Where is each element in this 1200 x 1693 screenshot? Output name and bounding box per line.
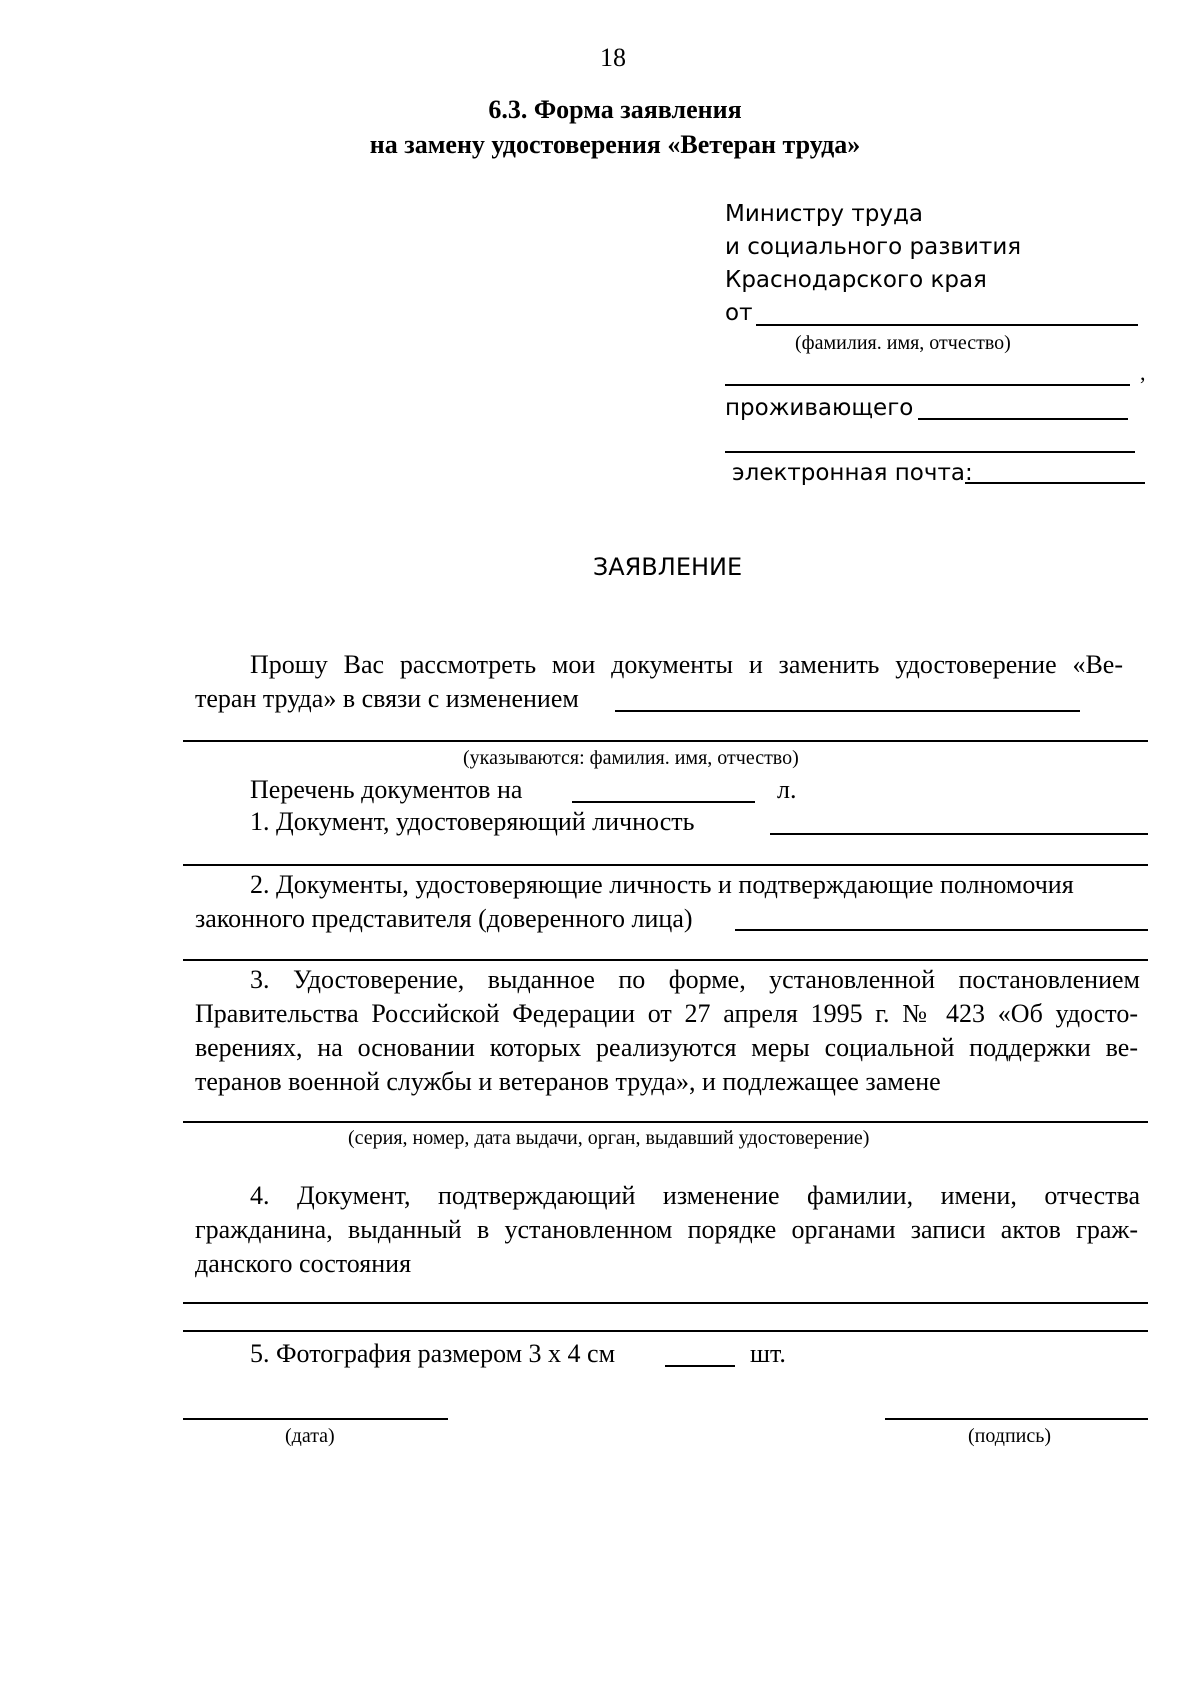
document-item-3-line4: теранов военной службы и ветеранов труда», и подлежащее замене bbox=[195, 1067, 941, 1096]
address-comma: , bbox=[1140, 360, 1146, 385]
request-line1: Прошу Вас рассмотреть мои документы и заменить удостоверение «Ве- bbox=[250, 650, 1123, 679]
addressee-line2: и социального развития bbox=[725, 234, 1022, 260]
document-item-1: 1. Документ, удостоверяющий личность bbox=[250, 807, 695, 836]
photo-count-field[interactable] bbox=[665, 1365, 735, 1367]
document-item-2-line2: законного представителя (доверенного лица) bbox=[195, 904, 693, 933]
photo-unit: шт. bbox=[750, 1339, 786, 1368]
sheets-count-field[interactable] bbox=[572, 801, 755, 803]
statement-heading: ЗАЯВЛЕНИЕ bbox=[592, 553, 743, 581]
from-label: от bbox=[725, 300, 753, 326]
from-name-field[interactable] bbox=[756, 324, 1138, 326]
documents-list-label: Перечень документов на bbox=[250, 775, 523, 804]
address-field-1[interactable] bbox=[725, 384, 1130, 386]
document-item-3-hint: (серия, номер, дата выдачи, орган, выдавший удостоверение) bbox=[348, 1127, 870, 1149]
form-title-line2: на замену удостоверения «Ветеран труда» bbox=[369, 130, 861, 159]
page-number: 18 bbox=[600, 43, 626, 72]
sheets-abbr: л. bbox=[777, 775, 797, 804]
date-hint: (дата) bbox=[285, 1425, 335, 1447]
request-line2: теран труда» в связи с изменением bbox=[195, 684, 579, 713]
email-field[interactable] bbox=[965, 482, 1145, 484]
addressee-line1: Министру труда bbox=[725, 201, 923, 227]
document-item-4-line2: гражданина, выданный в установленном порядке органами записи актов граж- bbox=[195, 1215, 1138, 1244]
signature-field[interactable] bbox=[885, 1418, 1148, 1420]
residing-field[interactable] bbox=[918, 418, 1128, 420]
document-item-1-field-2[interactable] bbox=[183, 864, 1148, 866]
document-item-4-line3: данского состояния bbox=[195, 1249, 412, 1278]
addressee-line3: Краснодарского края bbox=[725, 267, 987, 293]
residing-label: проживающего bbox=[725, 395, 914, 421]
request-hint: (указываются: фамилия. имя, отчество) bbox=[463, 747, 799, 769]
email-label: электронная почта: bbox=[732, 460, 973, 486]
document-item-4-field-2[interactable] bbox=[183, 1330, 1148, 1332]
date-field[interactable] bbox=[183, 1418, 448, 1420]
document-item-2-field-2[interactable] bbox=[183, 959, 1148, 961]
signature-hint: (подпись) bbox=[968, 1425, 1052, 1447]
change-reason-field-2[interactable] bbox=[183, 740, 1148, 742]
document-item-4-field[interactable] bbox=[183, 1302, 1148, 1304]
document-item-3-field[interactable] bbox=[183, 1121, 1148, 1123]
form-title-line1: 6.3. Форма заявления bbox=[488, 95, 742, 124]
residing-field-2[interactable] bbox=[725, 451, 1135, 453]
document-item-4-line1: 4. Документ, подтверждающий изменение фамилии, имени, отчества bbox=[250, 1181, 1140, 1210]
document-item-3-line3: верениях, на основании которых реализуются меры социальной поддержки ве- bbox=[195, 1033, 1138, 1062]
name-hint: (фамилия. имя, отчество) bbox=[795, 332, 1011, 354]
document-item-2-field[interactable] bbox=[735, 929, 1148, 931]
document-item-5-label: 5. Фотография размером 3 х 4 см bbox=[250, 1339, 616, 1368]
change-reason-field[interactable] bbox=[615, 710, 1080, 712]
document-item-3-line2: Правительства Российской Федерации от 27 апреля 1995 г. № 423 «Об удосто- bbox=[195, 999, 1138, 1028]
document-item-3-line1: 3. Удостоверение, выданное по форме, установленной постановлением bbox=[250, 965, 1140, 994]
document-item-2-line1: 2. Документы, удостоверяющие личность и подтверждающие полномочия bbox=[250, 870, 1074, 899]
document-item-1-field[interactable] bbox=[770, 833, 1148, 835]
